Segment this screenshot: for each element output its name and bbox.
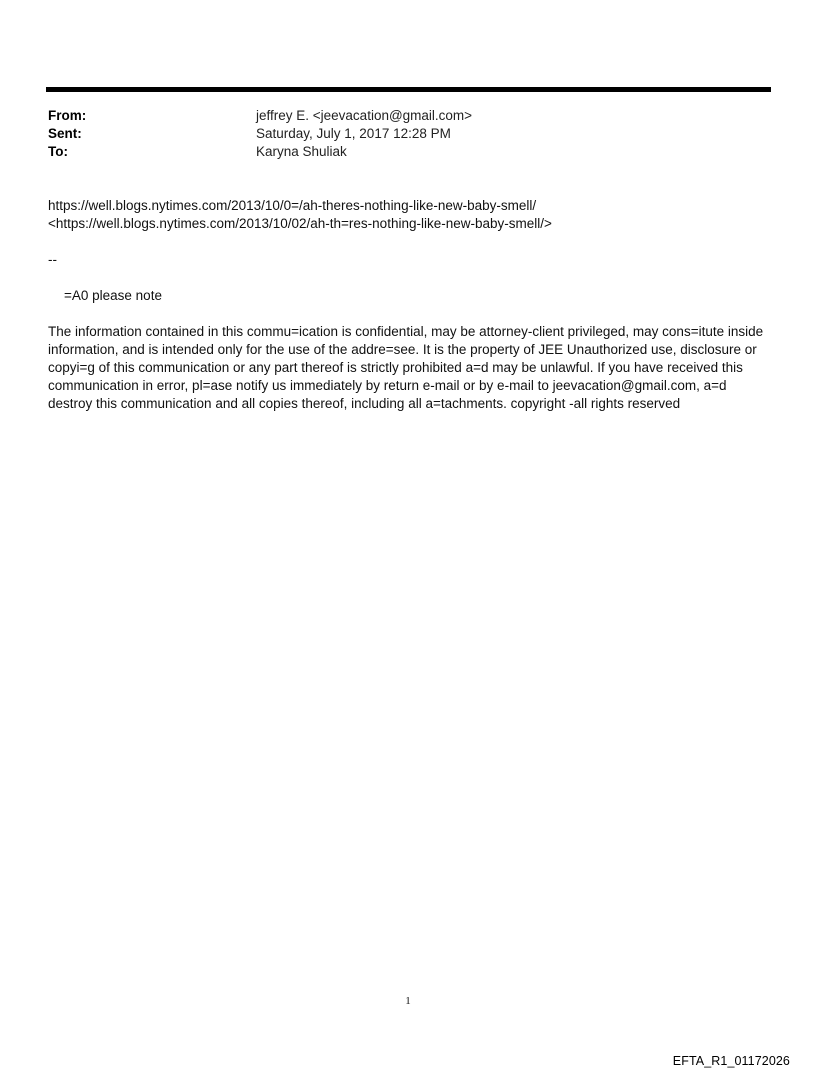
header-divider xyxy=(46,87,771,92)
please-note-line: =A0 please note xyxy=(64,288,162,303)
message-links xyxy=(48,197,772,233)
sent-label: Sent: xyxy=(48,126,82,141)
article-link: https://well.blogs.nytimes.com/2013/10/0=/ah-theres-nothing-like-new-baby-smell/ xyxy=(48,198,537,213)
document-id: EFTA_R1_01172026 xyxy=(672,1054,790,1068)
to-value: Karyna Shuliak xyxy=(256,144,347,159)
sent-row xyxy=(48,125,748,143)
confidentiality-disclaimer: The information contained in this commu=ication is confidential, may be attorney-client privileged, may cons=itute inside information, and is intended only for the use of the addre=see. It is the property of JEE Unauthorized use, disclosure or copyi=g of this communication or any part thereof is strictly prohibited a=d may be unlawful. If you have received this communication in error, pl=ase notify us immediately by return e-mail or by e-mail to jeevacation@gmail.com, a=d destroy this communication and all copies thereof, including all a=tachments. copyright -all rights reserved xyxy=(48,324,764,411)
from-row xyxy=(48,107,748,125)
to-label: To: xyxy=(48,144,68,159)
sent-value: Saturday, July 1, 2017 12:28 PM xyxy=(256,126,451,141)
signature-separator: -- xyxy=(48,252,57,267)
email-header xyxy=(48,107,748,161)
from-value: jeffrey E. <jeevacation@gmail.com> xyxy=(256,108,473,123)
from-label: From: xyxy=(48,108,87,123)
article-link-bracketed: <https://well.blogs.nytimes.com/2013/10/02/ah-th=res-nothing-like-new-baby-smell/> xyxy=(48,216,552,231)
to-row xyxy=(48,143,748,161)
page-number: 1 xyxy=(405,995,411,1007)
